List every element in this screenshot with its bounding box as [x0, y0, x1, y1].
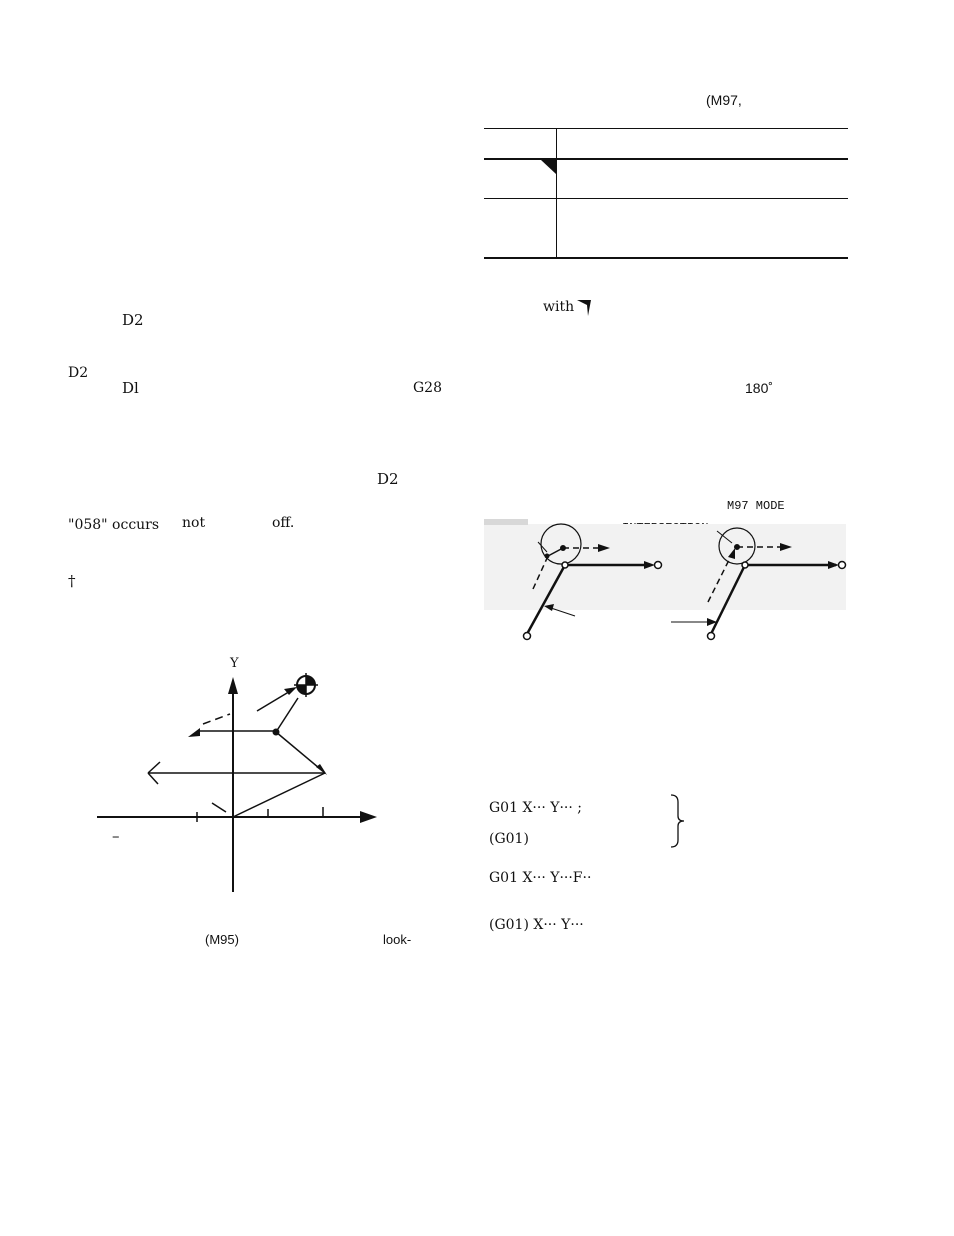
code-line-1: G01 X··· Y··· ;: [489, 800, 582, 816]
g28-label: G28: [413, 380, 442, 396]
end-point: [839, 562, 846, 569]
look-text: look-: [383, 932, 412, 947]
corner-point: [562, 562, 568, 568]
offset-vertex: [561, 546, 566, 551]
start-point: [524, 633, 531, 640]
d2-label-3: D2: [377, 470, 399, 488]
brace-icon: [668, 794, 688, 848]
d2-label-1: D2: [122, 311, 144, 329]
with-text: with: [543, 299, 575, 315]
corner-point: [742, 562, 748, 568]
off-text: off.: [272, 515, 295, 531]
end-point: [655, 562, 662, 569]
not-text: not: [182, 515, 206, 531]
alarm-058-text: "058" occurs: [68, 517, 160, 533]
m97-mode-label: M97 MODE: [727, 499, 785, 513]
minus-sign: –: [112, 827, 120, 845]
code-line-4: (G01) X··· Y···: [489, 917, 584, 933]
angle-180-text: 180˚: [745, 380, 774, 396]
y-axis-label: Y: [230, 656, 239, 671]
m95-text: (M95): [205, 932, 239, 947]
d2-label-2: D2: [68, 365, 89, 381]
diagram-panel: [484, 524, 846, 610]
start-point: [708, 633, 715, 640]
dagger-mark: †: [68, 572, 76, 590]
d1-label: Dl: [122, 379, 139, 397]
clipped-label-remnant: [484, 519, 528, 525]
code-line-3: G01 X··· Y···F··: [489, 870, 592, 886]
offset-vertex: [545, 554, 549, 558]
code-line-2: (G01): [489, 831, 529, 847]
intersection-point: [735, 545, 740, 550]
m97-header-text: (M97,: [706, 92, 742, 108]
